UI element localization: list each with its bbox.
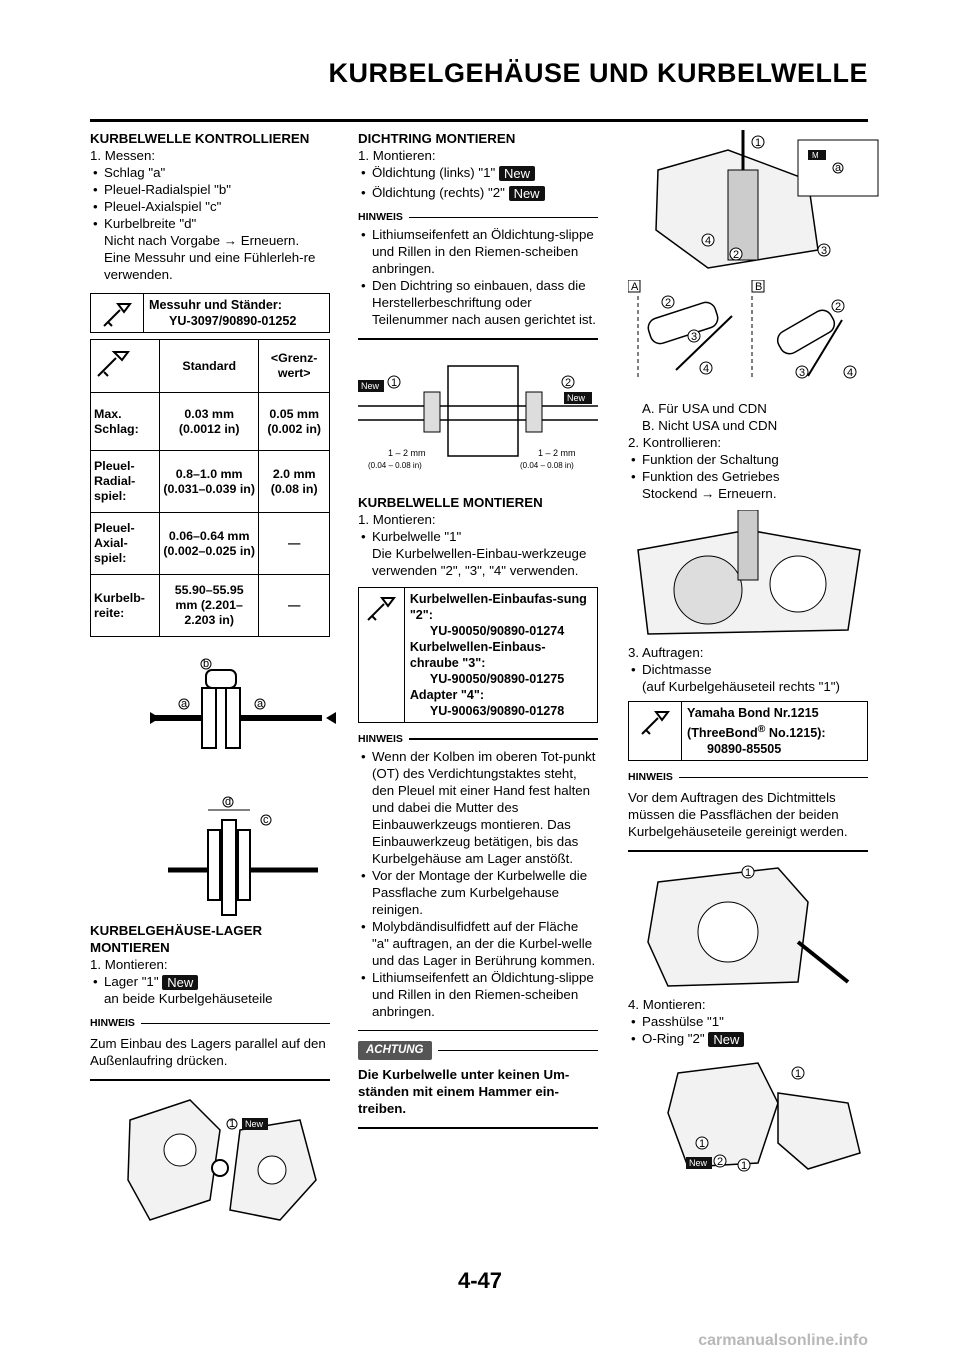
note-text: Vor dem Auftragen des Dichtmittels müssen die Passflächen der beiden Kurbelgehäuseteile gereinigt werden.: [628, 790, 848, 840]
fig-label-B: B: [755, 281, 763, 293]
spec-limit: 2.0 mm (0.08 in): [259, 451, 330, 513]
fig-label-1: 1: [229, 1118, 236, 1130]
fig-new-badge: New: [361, 380, 380, 391]
step-check: 2. Kontrollieren:: [628, 435, 722, 450]
note-sealant: [628, 769, 868, 852]
figure-crank-width: [168, 790, 338, 920]
figure-transmission: [628, 510, 868, 640]
tool-part-number: YU-3097/90890-01252: [169, 314, 297, 328]
fig-new-badge: New: [689, 1157, 708, 1168]
tool-part-number: YU-90050/90890-01275: [429, 671, 565, 686]
fig-new-badge: New: [567, 392, 586, 403]
bullet-dowel: • Passhülse "1": [628, 1013, 868, 1030]
column-1: [90, 130, 330, 1130]
fig-label-1: 1: [391, 376, 398, 389]
fig-label-2: 2: [835, 301, 842, 313]
spec-head-standard: Standard: [160, 340, 259, 393]
bullet-seal-right: [358, 184, 598, 201]
bullet-o-ring-text: O-Ring "2": [642, 1030, 705, 1046]
caution-text: Die Kurbelwelle unter keinen Um-ständen mit einem Hammer ein-treiben.: [358, 1067, 570, 1116]
tool-box-dial-gauge: [90, 293, 330, 333]
bullet-width: • Kurbelbreite "d": [90, 215, 330, 232]
spec-standard: 55.90–55.95 mm (2.201–2.203 in): [160, 575, 259, 637]
page-title: KURBELGEHÄUSE UND KURBELWELLE: [328, 58, 868, 88]
title-rule: [90, 119, 868, 122]
heading-bearing-install: KURBELGEHÄUSE-LAGER MONTIEREN: [90, 923, 263, 955]
bullet-bearing-text: Lager "1": [104, 974, 159, 989]
bullet-bearing: [90, 973, 330, 990]
fig-dim-right: 1 – 2 mm: [538, 447, 576, 458]
note-label: HINWEIS: [358, 732, 403, 745]
spec-table: [90, 339, 330, 637]
tool-name: Kurbelwellen-Einbaufas-sung "2":: [409, 591, 587, 622]
figure-crankshaft-runout: [150, 658, 340, 768]
fig-label-m: M: [812, 151, 819, 160]
tool-icon: [359, 588, 405, 722]
fig-dim-left: 1 – 2 mm: [388, 447, 426, 458]
tool-box-crank-installer: [358, 587, 598, 723]
fig-label-1: 1: [755, 137, 762, 149]
fig-label-1: 1: [741, 1159, 748, 1172]
legend-b: B. Nicht USA und CDN: [642, 418, 778, 433]
note-crankshaft: [358, 731, 598, 1032]
bullet-seal-left: [358, 164, 598, 181]
column-3: [628, 130, 868, 1177]
note-label: HINWEIS: [358, 211, 403, 223]
tool-part-number: YU-90050/90890-01274: [429, 623, 565, 638]
step-install: 4. Montieren:: [628, 996, 706, 1012]
column-2: [358, 130, 598, 1129]
new-badge: New: [499, 166, 535, 181]
page-number: 4-47: [457, 1268, 503, 1293]
fig-label-2: 2: [717, 1155, 724, 1168]
spec-icon-cell: [91, 340, 160, 393]
spec-limit: —: [259, 575, 330, 637]
fig-label-4: 4: [847, 367, 854, 379]
fig-label-3: 3: [691, 331, 698, 343]
tool-icon: [91, 294, 144, 332]
text-replace: Stockend → Erneuern.: [642, 486, 777, 501]
bullet-runout: • Schlag "a": [90, 164, 330, 181]
registered-mark: ®: [757, 723, 766, 735]
fig-label-4: 4: [703, 363, 710, 375]
spec-standard: 0.06–0.64 mm (0.002–0.025 in): [160, 513, 259, 575]
fig-label-1: 1: [745, 866, 752, 879]
note-seal: [358, 209, 598, 340]
note-bullet: • Lithiumseifenfett an Öldichtung-slippe und Rillen in den Riemen-scheiben anbringen.: [358, 226, 598, 277]
bullet-radial: • Pleuel-Radialspiel "b": [90, 181, 330, 198]
spec-label: Pleuel-Axial-spiel:: [91, 513, 160, 575]
fig-label-b: b: [203, 658, 210, 670]
tool-part-number: 90890-85505: [707, 742, 782, 757]
new-badge: New: [162, 975, 198, 990]
spec-standard: 0.03 mm (0.0012 in): [160, 393, 259, 451]
fig-label-d: d: [225, 796, 232, 808]
fig-label-A: A: [631, 281, 639, 293]
fig-label-a: a: [181, 698, 188, 710]
bullet-sealant: • Dichtmasse: [628, 661, 868, 678]
figure-dowels: [628, 1053, 868, 1173]
caution-label: ACHTUNG: [358, 1041, 432, 1060]
text-both-halves: an beide Kurbelgehäuseteile: [104, 991, 273, 1006]
note-label: HINWEIS: [628, 771, 673, 784]
fig-label-2: 2: [665, 297, 672, 309]
new-badge: New: [708, 1032, 744, 1047]
tool-name-2: [687, 721, 826, 741]
spec-head-limit: <Grenz-wert>: [259, 340, 330, 393]
heading-crankshaft-check: KURBELWELLE KONTROLLIEREN: [90, 131, 310, 146]
fig-label-1: 1: [699, 1137, 706, 1150]
figure-sealant: [628, 862, 868, 992]
heading-crankshaft-install: KURBELWELLE MONTIEREN: [358, 494, 543, 510]
tool-box-yamaha-bond: [628, 701, 868, 761]
fig-label-2: 2: [733, 249, 740, 261]
fig-label-a: a: [835, 162, 842, 174]
fig-new-badge: New: [245, 1119, 264, 1129]
figure-crankcase-bearing: [120, 1090, 320, 1230]
tool-name-2a: (ThreeBond: [687, 726, 758, 741]
note-text: Zum Einbau des Lagers parallel auf den Außenlaufring drücken.: [90, 1036, 326, 1068]
step-measure: 1. Messen:: [90, 148, 156, 163]
tool-name: Adapter "4":: [409, 687, 485, 702]
step-install: 1. Montieren:: [358, 148, 436, 163]
watermark: carmanualsonline.info: [698, 1332, 868, 1349]
spec-label: Kurbelb-reite:: [91, 575, 160, 637]
tool-icon: [629, 702, 682, 760]
figure-oil-seals: [358, 356, 598, 486]
fig-label-1: 1: [795, 1067, 802, 1080]
caution-header: [358, 1041, 598, 1060]
tool-name: Messuhr und Ständer:: [149, 298, 282, 312]
text-tools: Die Kurbelwellen-Einbau-werkzeuge verwenden "2", "3", "4" verwenden.: [372, 545, 587, 578]
note-bullet: • Wenn der Kolben im oberen Tot-punkt (OT) des Verdichtungstaktes steht, den Pleuel mit einer Hand fest halten und dabei die Mutter des Einbauwerkzeugs montieren. Das Einbauwerkzeug betätigen, bis das Kurbelgehäuse am Lager anstößt.: [358, 748, 598, 867]
spec-standard: 0.8–1.0 mm (0.031–0.039 in): [160, 451, 259, 513]
legend-a: A. Für USA und CDN: [642, 401, 767, 416]
step-apply: 3. Auftragen:: [628, 645, 704, 660]
bullet-transmission: • Funktion des Getriebes: [628, 468, 868, 485]
figure-tools-a-b: [628, 280, 868, 390]
spec-limit: —: [259, 513, 330, 575]
note-bullet: • Molybdändisulfidfett auf der Fläche "a" auftragen, an der die Kurbel-welle und das Lager in Berührung kommen.: [358, 918, 598, 969]
tool-name-2b: No.1215):: [765, 726, 826, 741]
tool-part-number: YU-90063/90890-01278: [429, 703, 565, 718]
note-bearing: [90, 1015, 330, 1081]
spec-limit: 0.05 mm (0.002 in): [259, 393, 330, 451]
fig-label-3: 3: [821, 245, 828, 257]
fig-dim-right-in: (0.04 – 0.08 in): [520, 460, 574, 470]
note-bullet: • Lithiumseifenfett an Öldichtung-slippe und Rillen in den Riemen-scheiben anbringen.: [358, 969, 598, 1020]
fig-label-3: 3: [799, 367, 806, 379]
fig-dim-left-in: (0.04 – 0.08 in): [368, 460, 422, 470]
heading-seal-install: DICHTRING MONTIEREN: [358, 131, 516, 146]
spec-label: Max. Schlag:: [91, 393, 160, 451]
text-gauge: Eine Messuhr und eine Fühlerleh-re verwenden.: [104, 250, 316, 282]
note-bullet: • Vor der Montage der Kurbelwelle die Passflache zum Kurbelgehause reinigen.: [358, 867, 598, 918]
spec-label: Pleuel-Radial-spiel:: [91, 451, 160, 513]
fig-label-4: 4: [705, 235, 712, 247]
step-install: 1. Montieren:: [90, 957, 168, 972]
fig-label-c: c: [263, 814, 269, 826]
note-label: HINWEIS: [90, 1017, 135, 1029]
bullet-shift: • Funktion der Schaltung: [628, 451, 868, 468]
tool-name: Yamaha Bond Nr.1215: [687, 706, 819, 720]
fig-label-a: a: [257, 698, 264, 710]
text-replace: Nicht nach Vorgabe → Erneuern.: [104, 233, 300, 248]
bullet-o-ring: [628, 1030, 868, 1047]
bullet-seal-right-text: Öldichtung (rechts) "2": [372, 185, 505, 200]
bullet-seal-left-text: Öldichtung (links) "1": [372, 165, 496, 180]
new-badge: New: [509, 186, 545, 201]
text-right-case: (auf Kurbelgehäuseteil rechts "1"): [642, 679, 840, 694]
bullet-axial: • Pleuel-Axialspiel "c": [90, 198, 330, 215]
figure-crank-installer: [648, 130, 888, 270]
step-install: 1. Montieren:: [358, 511, 436, 527]
note-bullet: • Den Dichtring so einbauen, dass die Herstellerbeschriftung oder Teilenummer nach ausen gerichtet ist.: [358, 277, 598, 328]
tool-name: Kurbelwellen-Einbaus-chraube "3":: [409, 639, 546, 670]
spec-icon: [94, 348, 134, 380]
fig-label-2: 2: [565, 376, 572, 389]
bullet-crankshaft: • Kurbelwelle "1": [358, 528, 598, 545]
